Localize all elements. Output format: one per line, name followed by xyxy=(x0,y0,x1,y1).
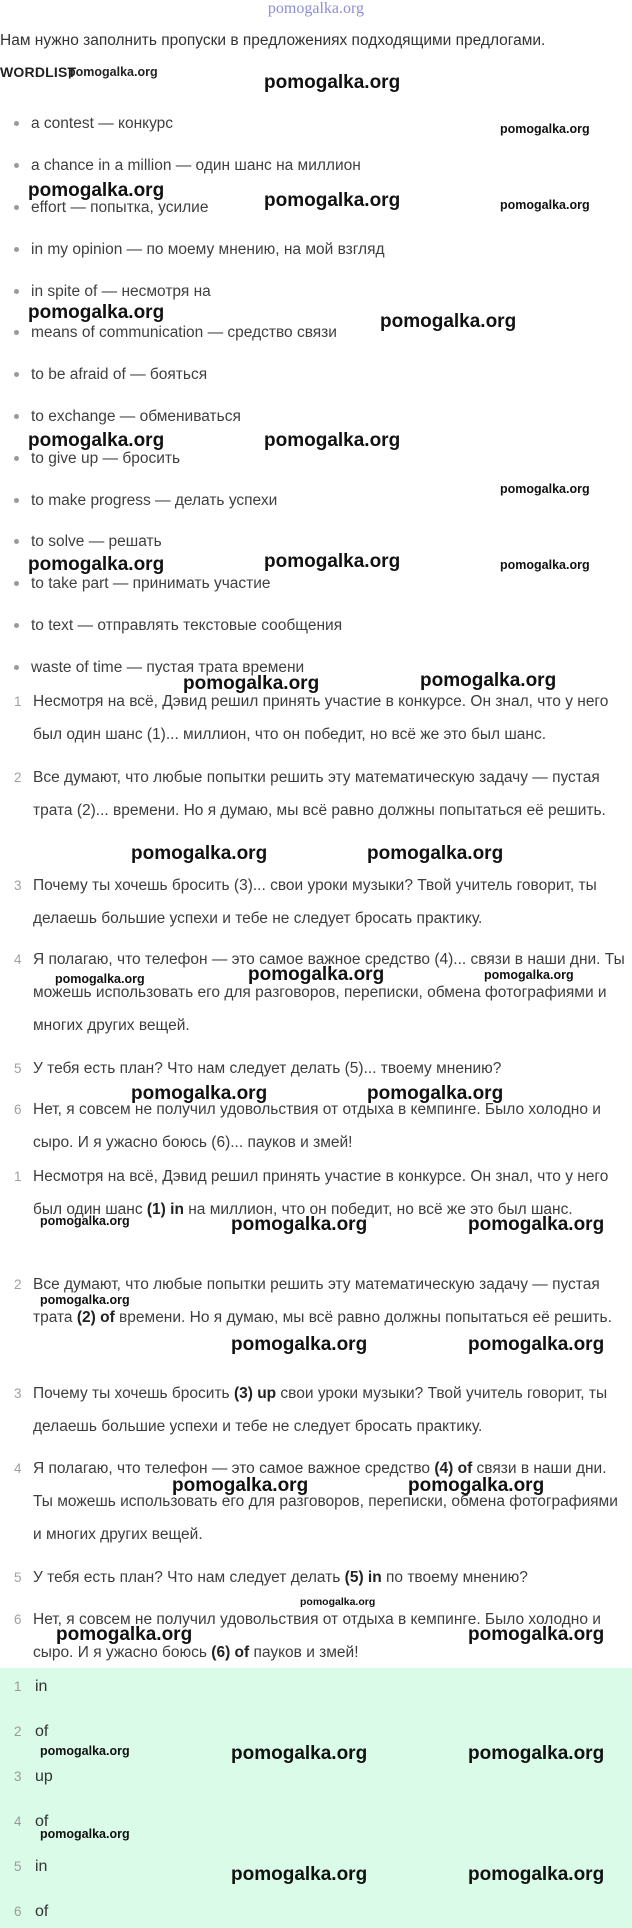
solution-text: связи в наши дни. Ты можешь использовать его для разговоров, переписки, обмена фотографиями и многих других вещей. xyxy=(33,1460,618,1543)
watermark: pomogalka.org xyxy=(231,1334,368,1355)
list-item-text: to solve — решать xyxy=(31,533,162,550)
item-number: 1 xyxy=(14,1679,22,1694)
watermark: pomogalka.org xyxy=(56,1624,193,1645)
item-number: 2 xyxy=(14,770,22,785)
watermark: pomogalka.org xyxy=(500,198,590,212)
bullet-icon xyxy=(14,163,19,168)
exercise-item xyxy=(0,1093,628,1159)
list-item xyxy=(14,533,162,551)
exercise-text: Несмотря на всё, Дэвид решил принять участие в конкурсе. Он знал, что у него был один шанс (1)... миллион, что он победит, но всё же это был шанс. xyxy=(33,693,609,743)
site-logo-link[interactable]: pomogalka.org xyxy=(267,0,365,17)
watermark: pomogalka.org xyxy=(264,430,401,451)
watermark: pomogalka.org xyxy=(55,972,145,986)
list-item-text: in my opinion — по моему мнению, на мой взгляд xyxy=(31,241,385,258)
solution-item xyxy=(0,1377,628,1443)
watermark: pomogalka.org xyxy=(264,72,401,93)
watermark: pomogalka.org xyxy=(131,843,268,864)
solution-text: У тебя есть план? Что нам следует делать xyxy=(33,1569,345,1586)
answer-value: of xyxy=(35,1723,49,1740)
bullet-icon xyxy=(14,623,19,628)
answer-value: of xyxy=(35,1903,49,1920)
answer-highlight: (1) in xyxy=(146,1201,184,1218)
watermark: pomogalka.org xyxy=(500,482,590,496)
bullet-icon xyxy=(14,539,19,544)
list-item-text: in spite of — несмотря на xyxy=(31,283,211,300)
watermark: pomogalka.org xyxy=(420,670,557,691)
solution-text: Я полагаю, что телефон — это самое важное средство xyxy=(33,1460,435,1477)
list-item-text: to be afraid of — бояться xyxy=(31,366,208,383)
watermark: pomogalka.org xyxy=(183,673,320,694)
list-item xyxy=(14,366,207,384)
watermark: pomogalka.org xyxy=(172,1475,309,1496)
solution-text: свои уроки музыки? Твой учитель говорит, ты делаешь большие успехи и тебе не следует бросать практику. xyxy=(33,1385,608,1435)
item-number: 5 xyxy=(14,1570,22,1585)
list-item xyxy=(14,324,337,342)
bullet-icon xyxy=(14,330,19,335)
exercise-item xyxy=(0,1052,628,1085)
watermark: pomogalka.org xyxy=(40,1827,130,1841)
item-number: 6 xyxy=(14,1904,22,1919)
item-number: 3 xyxy=(14,1386,22,1401)
solution-item xyxy=(0,1452,628,1551)
list-item-text: a contest — конкурс xyxy=(31,115,174,132)
list-item xyxy=(14,575,271,593)
solution-text: на миллион, что он победит, но всё же это был шанс. xyxy=(183,1201,573,1218)
exercise-text: Нет, я совсем не получил удовольствия от отдыха в кемпинге. Было холодно и сыро. И я ужасно боюсь (6)... пауков и змей! xyxy=(33,1101,601,1151)
solution-text: по твоему мнению? xyxy=(381,1569,528,1586)
watermark: pomogalka.org xyxy=(408,1475,545,1496)
solution-text: времени. Но я думаю, мы всё равно должны попытаться её решить. xyxy=(114,1309,612,1326)
solution-text: пауков и змей! xyxy=(249,1644,359,1661)
watermark: pomogalka.org xyxy=(131,1083,268,1104)
answer-highlight: (6) of xyxy=(211,1644,250,1661)
answer-highlight: (5) in xyxy=(344,1569,382,1586)
item-number: 6 xyxy=(14,1612,22,1627)
list-item-text: a chance in a million — один шанс на миллион xyxy=(31,157,361,174)
answers-panel xyxy=(0,1668,632,1928)
answer-value: of xyxy=(35,1813,49,1830)
list-item-text: to text — отправлять текстовые сообщения xyxy=(31,617,343,634)
item-number: 4 xyxy=(14,1814,22,1829)
exercise-text: Я полагаю, что телефон — это самое важное средство (4)... связи в наши дни. Ты можешь использовать его для разговоров, переписки, обмена фотографиями и многих других вещей. xyxy=(33,951,625,1034)
watermark: pomogalka.org xyxy=(28,302,165,323)
watermark: pomogalka.org xyxy=(367,1083,504,1104)
list-item-text: to exchange — обмениваться xyxy=(31,408,241,425)
watermark: pomogalka.org xyxy=(40,1744,130,1758)
watermark: pomogalka.org xyxy=(28,554,165,575)
watermark: pomogalka.org xyxy=(367,843,504,864)
solution-text: Все думают, что любые попытки решить эту математическую задачу — пустая трата xyxy=(33,1276,600,1326)
exercise-text: У тебя есть план? Что нам следует делать (5)... твоему мнению? xyxy=(33,1060,502,1077)
list-item xyxy=(14,408,241,426)
watermark: pomogalka.org xyxy=(300,1596,376,1608)
exercise-item xyxy=(0,943,628,1042)
watermark: pomogalka.org xyxy=(40,1214,130,1228)
list-item xyxy=(14,492,277,510)
list-item-text: means of communication — средство связи xyxy=(31,324,337,341)
watermark: pomogalka.org xyxy=(264,551,401,572)
list-item xyxy=(14,157,361,175)
item-number: 1 xyxy=(14,1169,22,1184)
watermark: pomogalka.org xyxy=(28,180,165,201)
solution-text: Почему ты хочешь бросить xyxy=(33,1385,234,1402)
list-item xyxy=(14,115,173,133)
item-number: 3 xyxy=(14,878,22,893)
answer-value: in xyxy=(35,1858,48,1875)
answer-highlight: (3) up xyxy=(233,1385,277,1402)
watermark: pomogalka.org xyxy=(500,558,590,572)
item-number: 5 xyxy=(14,1061,22,1076)
watermark: pomogalka.org xyxy=(40,1293,130,1307)
list-item-text: to give up — бросить xyxy=(31,450,181,467)
watermark: pomogalka.org xyxy=(28,430,165,451)
solution-item xyxy=(0,1561,628,1594)
watermark: pomogalka.org xyxy=(500,122,590,136)
bullet-icon xyxy=(14,121,19,126)
bullet-icon xyxy=(14,665,19,670)
list-item xyxy=(14,241,385,259)
watermark: pomogalka.org xyxy=(231,1743,368,1764)
list-item xyxy=(14,617,342,635)
watermark: pomogalka.org xyxy=(468,1334,605,1355)
watermark: pomogalka.org xyxy=(468,1743,605,1764)
watermark: pomogalka.org xyxy=(264,190,401,211)
item-number: 2 xyxy=(14,1277,22,1292)
intro-text: Нам нужно заполнить пропуски в предложениях подходящими предлогами. xyxy=(0,32,546,49)
list-item xyxy=(14,450,180,468)
bullet-icon xyxy=(14,205,19,210)
list-item-text: to take part — принимать участие xyxy=(31,575,271,592)
list-item-text: waste of time — пустая трата времени xyxy=(31,659,305,676)
watermark: pomogalka.org xyxy=(484,968,574,982)
item-number: 5 xyxy=(14,1859,22,1874)
answer-highlight: (4) of xyxy=(434,1460,473,1477)
answer-value: in xyxy=(35,1678,48,1695)
item-number: 2 xyxy=(14,1724,22,1739)
watermark: pomogalka.org xyxy=(231,1864,368,1885)
list-item-text: effort — попытка, усилие xyxy=(31,199,209,216)
exercise-item xyxy=(0,761,628,827)
watermark: pomogalka.org xyxy=(468,1864,605,1885)
watermark: pomogalka.org xyxy=(68,65,158,79)
exercise-item xyxy=(0,869,628,935)
watermark: pomogalka.org xyxy=(468,1624,605,1645)
bullet-icon xyxy=(14,581,19,586)
answer-highlight: (2) of xyxy=(76,1309,115,1326)
watermark: pomogalka.org xyxy=(231,1214,368,1235)
wordlist-heading: WORDLIST xyxy=(0,64,77,80)
watermark: pomogalka.org xyxy=(248,964,385,985)
item-number: 6 xyxy=(14,1102,22,1117)
bullet-icon xyxy=(14,414,19,419)
list-item xyxy=(14,283,211,301)
exercise-text: Почему ты хочешь бросить (3)... свои уроки музыки? Твой учитель говорит, ты делаешь большие успехи и тебе не следует бросать практику. xyxy=(33,877,597,927)
list-item-text: to make progress — делать успехи xyxy=(31,492,278,509)
item-number: 3 xyxy=(14,1769,22,1784)
bullet-icon xyxy=(14,289,19,294)
bullet-icon xyxy=(14,456,19,461)
item-number: 4 xyxy=(14,952,22,967)
solution-text: Несмотря на всё, Дэвид решил принять участие в конкурсе. Он знал, что у него был один шанс xyxy=(33,1168,609,1218)
bullet-icon xyxy=(14,498,19,503)
bullet-icon xyxy=(14,372,19,377)
watermark: pomogalka.org xyxy=(380,311,517,332)
bullet-icon xyxy=(14,247,19,252)
watermark: pomogalka.org xyxy=(468,1214,605,1235)
exercise-text: Все думают, что любые попытки решить эту математическую задачу — пустая трата (2)... времени. Но я думаю, мы всё равно должны попытаться её решить. xyxy=(33,769,606,819)
solution-text: Нет, я совсем не получил удовольствия от отдыха в кемпинге. Было холодно и сыро. И я ужасно боюсь xyxy=(33,1611,601,1661)
answer-value: up xyxy=(35,1768,53,1785)
item-number: 4 xyxy=(14,1461,22,1476)
item-number: 1 xyxy=(14,694,22,709)
